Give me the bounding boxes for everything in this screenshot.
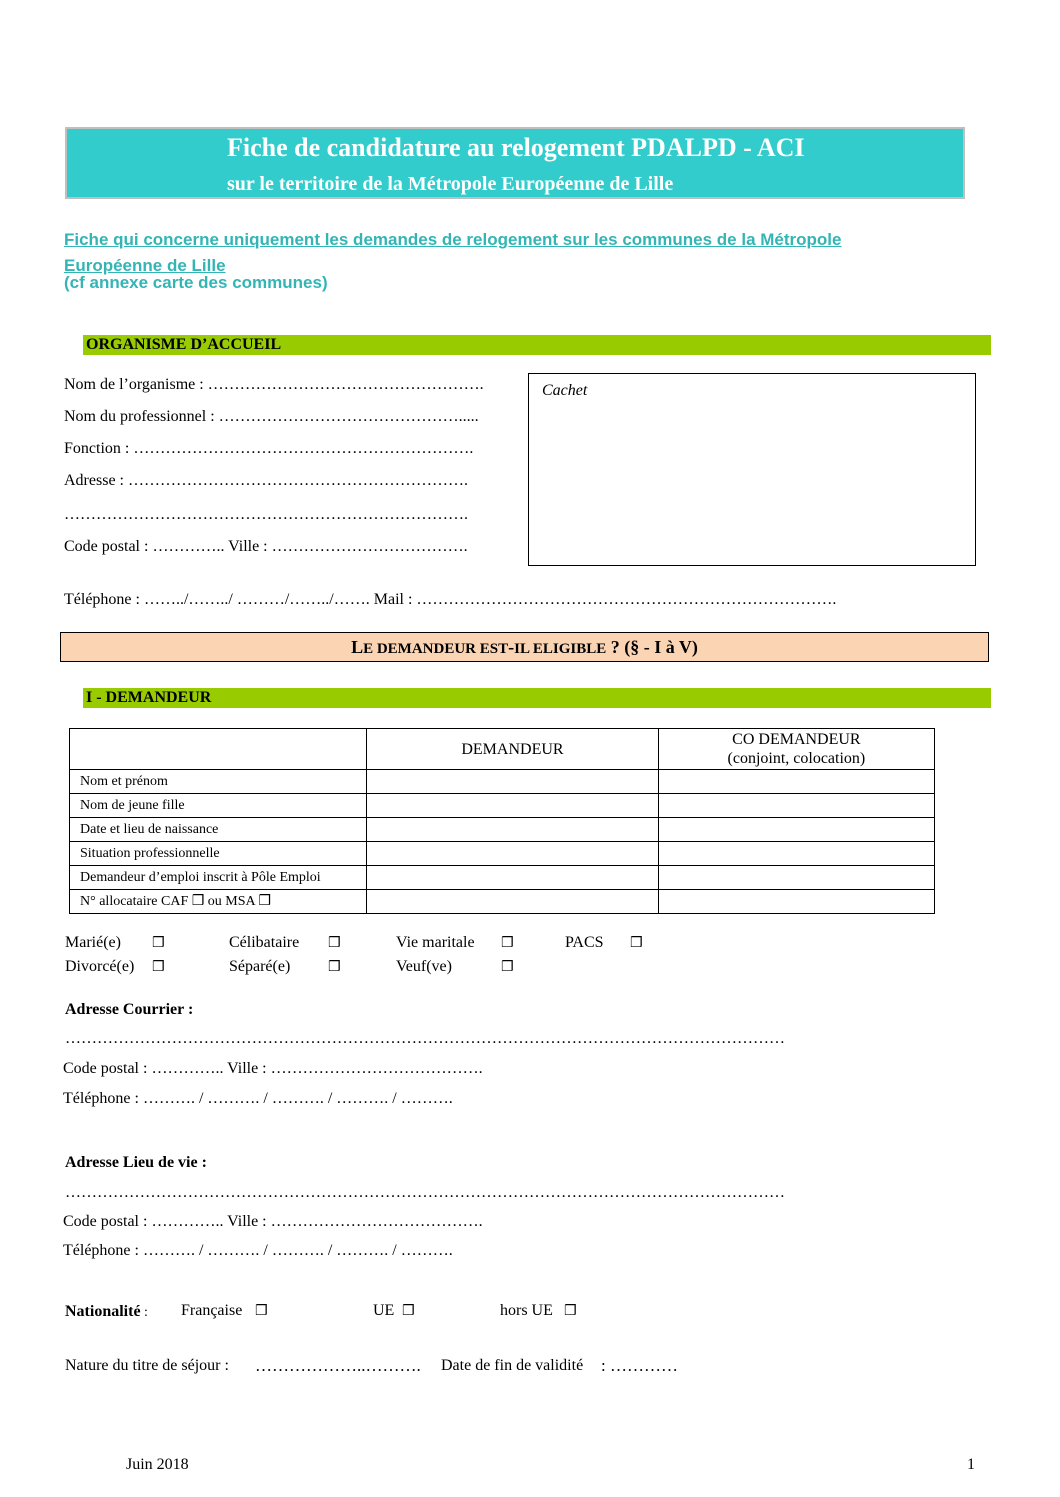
adresse-courrier-label: Adresse Courrier :	[65, 1001, 194, 1018]
cell-demandeur[interactable]	[367, 794, 659, 818]
fin-validite-label: Date de fin de validité	[441, 1357, 584, 1374]
field-adresse-suite[interactable]: ………………………………………………………………….	[64, 506, 468, 523]
lieu-telephone[interactable]: Téléphone : ………. / ………. / ………. / ………. / ……….	[63, 1242, 453, 1259]
status-pacs-label: PACS	[565, 934, 604, 951]
field-telephone-mail[interactable]: Téléphone : ……../……../ ………/……../……. Mail : …………………………………………………………………….	[64, 591, 837, 608]
adresse-lieu-label: Adresse Lieu de vie :	[65, 1154, 207, 1171]
nationalite-hors-ue-checkbox[interactable]: ❒	[564, 1303, 577, 1319]
cell-demandeur[interactable]	[367, 842, 659, 866]
intro-line-3: (cf annexe carte des communes)	[64, 273, 328, 292]
courrier-code-postal-ville[interactable]: Code postal : ………….. Ville : ………………………………….	[63, 1060, 483, 1077]
cell-codemandeur[interactable]	[658, 866, 934, 890]
cell-codemandeur[interactable]	[658, 818, 934, 842]
nationalite-ue-label: UE	[373, 1302, 395, 1319]
row-label: Nom de jeune fille	[70, 794, 367, 818]
cell-demandeur[interactable]	[367, 770, 659, 794]
status-celibataire-checkbox[interactable]: ❒	[328, 935, 341, 951]
row-label-caf: N° allocataire CAF ❒ ou MSA ❒	[70, 890, 367, 914]
table-header-empty	[70, 729, 367, 770]
lieu-code-postal-ville[interactable]: Code postal : ………….. Ville : ………………………………….	[63, 1213, 483, 1230]
adresse-courrier-field[interactable]: ………………………………………………………………………………………………………………………	[65, 1030, 785, 1047]
section-demandeur-heading: I - DEMANDEUR	[83, 688, 991, 708]
table-row	[70, 842, 935, 866]
table-row	[70, 818, 935, 842]
table-header-codemandeur: CO DEMANDEUR (conjoint, colocation)	[658, 729, 934, 770]
fin-validite-field[interactable]: : …………	[601, 1356, 678, 1375]
msa-checkbox[interactable]: ❒	[258, 893, 271, 909]
field-nom-professionnel[interactable]: Nom du professionnel : ……………………………………….....	[64, 408, 479, 425]
status-divorce-checkbox[interactable]: ❒	[152, 959, 165, 975]
section-organisme-heading: ORGANISME D’ACCUEIL	[83, 335, 991, 355]
status-celibataire-label: Célibataire	[229, 934, 300, 951]
status-pacs-checkbox[interactable]: ❒	[630, 935, 643, 951]
cachet-label: Cachet	[542, 382, 588, 399]
nationalite-label: Nationalité :	[65, 1303, 148, 1320]
caf-checkbox[interactable]: ❒	[191, 893, 205, 909]
status-separe-checkbox[interactable]: ❒	[328, 959, 341, 975]
table-row	[70, 890, 935, 914]
field-code-postal-ville[interactable]: Code postal : ………….. Ville : ……………………………….	[64, 538, 468, 555]
footer-page-number: 1	[967, 1456, 975, 1473]
adresse-lieu-field[interactable]: ………………………………………………………………………………………………………………………	[65, 1184, 785, 1201]
cell-codemandeur[interactable]	[658, 770, 934, 794]
nationalite-hors-ue-label: hors UE	[500, 1302, 553, 1319]
nationalite-francaise-label: Française	[181, 1302, 243, 1319]
cell-demandeur[interactable]	[367, 890, 659, 914]
status-vie-maritale-label: Vie maritale	[396, 934, 475, 951]
page-subtitle: sur le territoire de la Métropole Européenne de Lille	[227, 173, 674, 195]
cell-codemandeur[interactable]	[658, 890, 934, 914]
row-label: Situation professionnelle	[70, 842, 367, 866]
table-row	[70, 770, 935, 794]
cell-demandeur[interactable]	[367, 866, 659, 890]
eligibility-heading: LE DEMANDEUR EST-IL ELIGIBLE ? (§ - I à V)	[60, 632, 989, 662]
cell-codemandeur[interactable]	[658, 794, 934, 818]
intro-line-1: Fiche qui concerne uniquement les demandes de relogement sur les communes de la Métropole	[64, 230, 842, 249]
status-marie-label: Marié(e)	[65, 934, 121, 951]
title-banner	[65, 127, 965, 199]
page-title: Fiche de candidature au relogement PDALPD - ACI	[227, 133, 805, 162]
status-separe-label: Séparé(e)	[229, 958, 291, 975]
table-row	[70, 866, 935, 890]
cachet-box[interactable]	[528, 373, 976, 566]
cell-codemandeur[interactable]	[658, 842, 934, 866]
status-vie-maritale-checkbox[interactable]: ❒	[501, 935, 514, 951]
status-veuf-label: Veuf(ve)	[396, 958, 452, 975]
status-divorce-label: Divorcé(e)	[65, 958, 135, 975]
cell-demandeur[interactable]	[367, 818, 659, 842]
nationalite-ue-checkbox[interactable]: ❒	[402, 1303, 415, 1319]
table-header-demandeur: DEMANDEUR	[367, 729, 659, 770]
titre-sejour-label: Nature du titre de séjour :	[65, 1357, 229, 1374]
field-nom-organisme[interactable]: Nom de l’organisme : …………………………………………….	[64, 376, 484, 393]
footer-date: Juin 2018	[126, 1456, 189, 1473]
intro-line-2: Européenne de Lille	[64, 256, 226, 275]
field-adresse[interactable]: Adresse : ……………………………………………………….	[64, 472, 468, 489]
row-label: Demandeur d’emploi inscrit à Pôle Emploi	[70, 866, 367, 890]
status-veuf-checkbox[interactable]: ❒	[501, 959, 514, 975]
row-label: Date et lieu de naissance	[70, 818, 367, 842]
table-row	[70, 794, 935, 818]
row-label: Nom et prénom	[70, 770, 367, 794]
titre-sejour-field[interactable]: ………………..……….	[255, 1356, 421, 1375]
nationalite-francaise-checkbox[interactable]: ❒	[255, 1303, 268, 1319]
field-fonction[interactable]: Fonction : ……………………………………………………….	[64, 440, 474, 457]
demandeur-table	[69, 728, 935, 914]
courrier-telephone[interactable]: Téléphone : ………. / ………. / ………. / ………. / ……….	[63, 1090, 453, 1107]
status-marie-checkbox[interactable]: ❒	[152, 935, 165, 951]
